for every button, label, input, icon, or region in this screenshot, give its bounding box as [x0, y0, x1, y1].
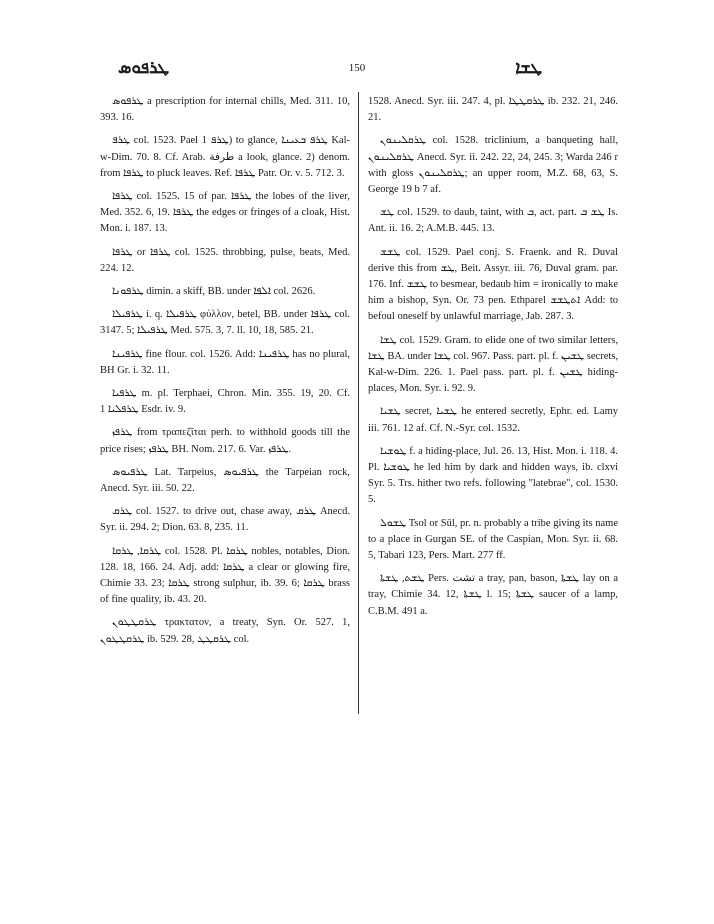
dictionary-entry: ܛܫܐ col. 1529. Gram. to elide one of two similar letters, ܛܫܐ BA. under ܛܫܐ col. 967. Pass. part. pl. f. ܛܫܝܢ secrets, Kal-w-Dim. 226. 1. Pael pass. part. pl. f. ܛܫܝܢ hiding-places, Mon. Syr. i. 92. 9. — [368, 334, 618, 395]
page-number: 150 — [348, 62, 366, 74]
right-column — [368, 94, 618, 627]
dictionary-entry: ܛܫܫ col. 1529. Pael conj. S. Fraenk. and R. Duval derive this from ܛܫ, Beit. Assyr. iii. 76, Duval gram. par. 176. Inf. ܛܫܫ to besmear, bedaub him = ironically to make him a bishop, Syn. Or. 73 pen. Ethparel ܐܬܛܫܫ Add: to befoul oneself by unlawful marriage, Jab. 287. 3. — [368, 246, 618, 323]
dictionary-entry: ܛܪܦܘܣ a prescription for internal chills, Med. 311. 10, 393. 16. — [100, 96, 350, 124]
dictionary-entry: ܛܪܩܠܝܢܘܢ col. 1528. triclinium, a banqueting hall, ܛܪܩܠܝܢܘܢ Anecd. Syr. ii. 242. 22, 24, 245. 3; Warda 246 r with gloss ܛܪܩܠܝܢܘܢ; an upper room, M.Z. 68, 63, S. George 19 b 7 af. — [368, 135, 618, 196]
dictionary-entry: ܛܪܦܐ col. 1525. 15 of par. ܛܪܦܐ the lobes of the liver, Med. 352. 6, 19. ܛܪܦܐ the edges or fringes of a cloak, Hist. Mon. i. 187. 13. — [100, 191, 351, 235]
dictionary-entry: ܛܫ col. 1529. to daub, taint, with ܒ, act. part. ܛܫ ܒ Is. Ant. ii. 16. 2; A.M.B. 445. 13. — [368, 207, 618, 235]
dictionary-entry: ܛܪܩܐ, ܛܪܩܐ col. 1528. Pl. ܛܪܩܐ nobles, notables, Dion. 128. 18, 166. 24. Adj. add: ܛܪܩܐ a clear or glowing fire, Chimie 33. 23; ܛܪܩܐ strong sulphur, ib. 39. 6; ܛܪܩܐ brass of fine quality, ib. 43. 20. — [100, 545, 350, 606]
dictionary-entry: ܛܪܦܝܘܣ Lat. Tarpeius, ܛܪܦܝܘܣ the Tarpeian rock, Anecd. Syr. iii. 50. 22. — [100, 466, 350, 495]
dictionary-entry: 1528. Anecd. Syr. iii. 247. 4, pl. ܛܪܩܛܛܐ ib. 232. 21, 246. 21. — [368, 96, 618, 124]
dictionary-entry: ܛܪܩ col. 1527. to drive out, chase away, ܛܪܩ Anecd. Syr. ii. 294. 2; Dion. 63. 8, 235. 11. — [100, 506, 350, 534]
dictionary-entry: ܛܪܩܛܛܘܢ τρακτατον, a treaty, Syn. Or. 527. 1, ܛܪܩܛܛܘܢ ib. 529. 28, ܛܪܩܛܛ col. — [100, 617, 350, 645]
dictionary-entry: ܛܫܘܠ Tsol or Sūl, pr. n. probably a tribe giving its name to a place in Gurgan SE. of the Caspian, Mon. Syr. ii. 68. 5, Tabari 123, Pers. Mart. 277 ff. — [368, 517, 618, 562]
dictionary-entry: ܛܫܝܐ secret, ܛܫܝܐ he entered secretly, Ephr. ed. Lamy iii. 761. 12 af. Cf. N.-Syr. col. 1532. — [368, 406, 618, 434]
running-head-right: ܛܫܐ — [515, 58, 542, 77]
dictionary-entry: ܛܫܬ, ܛܫܬܐ Pers. تشت a tray, pan, bason, ܛܫܬܐ lay on a tray, Chimie 34. 12, ܛܫܬܐ l. 15; ܛܫܬܐ saucer of a lamp, C.B.M. 491 a. — [368, 573, 618, 617]
dictionary-entry: ܛܪܦܙ from τραπεζῖται perh. to withhold goods till the price rises; ܛܪܦܙ BH. Nom. 217. 6. Var. ܛܪܦܙ. — [100, 427, 350, 455]
dictionary-entry: ܛܪܦ col. 1523. Pael ܛܪܦ 1) to glance, ܛܪܦ ܒܥܝܢܐ Kal-w-Dim. 70. 8. Cf. Arab. طرفة a look, glance. 2) denom. from ܛܪܦܐ to pluck leaves. Ref. ܛܪܦܐ Patr. Or. v. 5. 712. 3. — [100, 135, 350, 179]
dictionary-entry: ܛܘܫܝܐ f. a hiding-place, Jul. 26. 13, Hist. Mon. i. 118. 4. Pl. ܛܘܫܝܐ he led him by dark and hidden ways, ib. clxvi Syr. 5. Trs. hither two refs. following "latebrae", col. 1530. 5. — [368, 445, 618, 506]
running-head-left: ܛܪܦܘܣ — [118, 58, 170, 77]
column-divider — [358, 92, 359, 714]
left-column — [100, 94, 350, 655]
dictionary-entry: ܛܪܦܝܢܐ fine flour. col. 1526. Add: ܛܪܦܝܢܐ has no plural, BH Gr. i. 32. 11. — [100, 348, 350, 376]
dictionary-entry: ܛܪܦܐ or ܛܪܦܐ col. 1525. throbbing, pulse, beats, Med. 224. 12. — [100, 246, 350, 274]
dictionary-entry: ܛܪܦܘܢܐ dimin. a skiff, BB. under ܐܠܦܐ col. 2626. — [112, 286, 316, 298]
dictionary-entry: ܛܪܦܝܐ m. pl. Terphaei, Chron. Min. 355. 19, 20. Cf. ܛܪܦܠܝܐ 1 Esdr. iv. 9. — [100, 388, 350, 416]
dictionary-entry: ܛܪܦܝܠܐ i. q. ܛܪܦܝܠܐ φύλλον, betel, BB. under ܛܪܦܐ col. 3147. 5; ܛܪܦܝܠܐ Med. 575. 3, 7. ll. 10, 18, 585. 21. — [100, 309, 350, 337]
